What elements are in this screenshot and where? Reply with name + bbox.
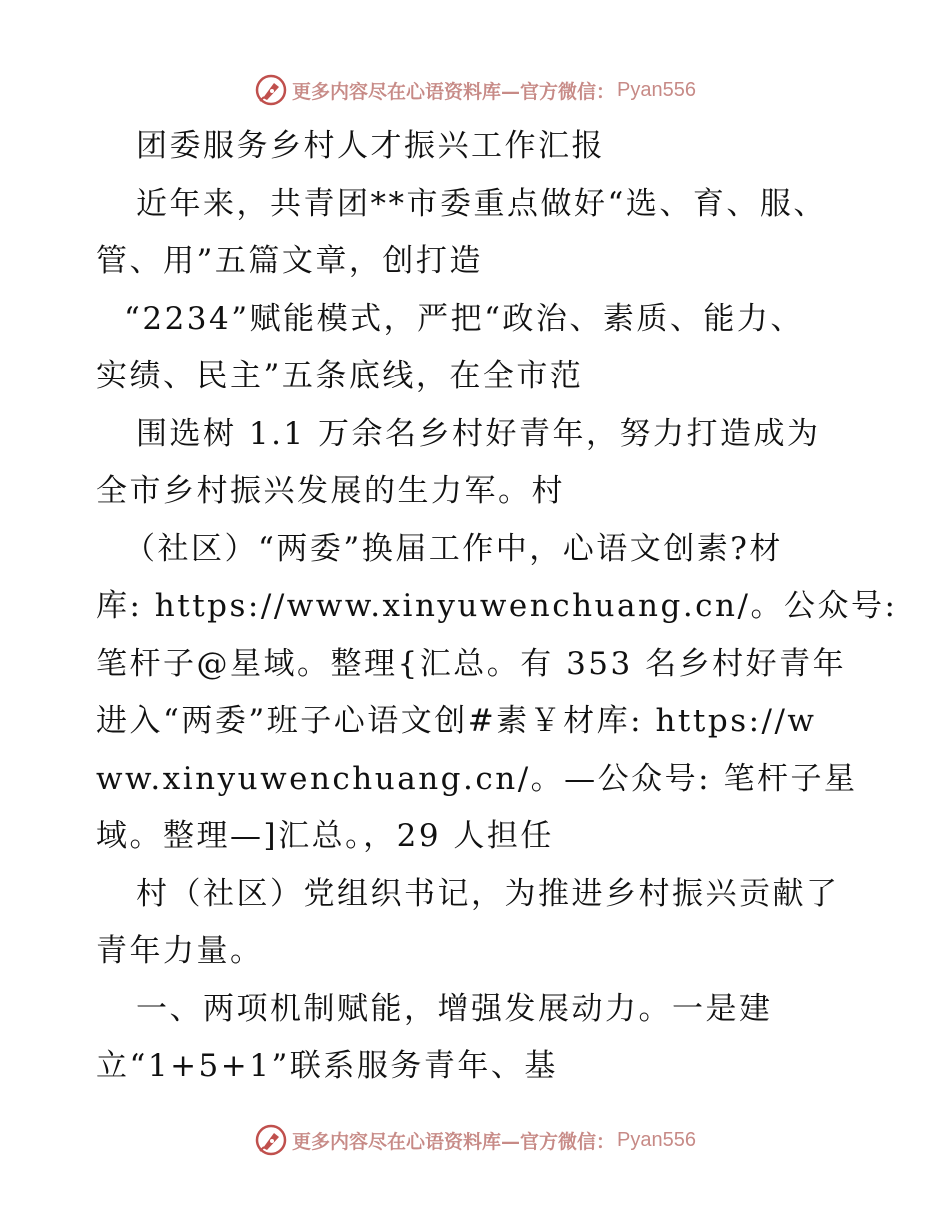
watermark-text: 更多内容尽在心语资料库—官方微信： <box>292 1130 616 1153</box>
paragraph-line: 立“1+5+1”联系服务青年、基 <box>96 1048 558 1084</box>
paragraph-line: 近年来，共青团**市委重点做好“选、育、服、 <box>136 185 827 222</box>
section-heading-line: 一、两项机制赋能，增强发展动力。一是建 <box>136 990 773 1027</box>
paragraph-line: 青年力量。 <box>96 933 264 969</box>
paragraph-line: 全市乡村振兴发展的生力军。村 <box>96 473 565 509</box>
header-watermark <box>254 73 696 107</box>
paragraph-line: “2234”赋能模式，严把“政治、素质、能力、 <box>124 300 804 337</box>
footer-watermark <box>254 1123 696 1157</box>
watermark-wechat-id: Pyan556 <box>617 1128 696 1151</box>
watermark-text: 更多内容尽在心语资料库—官方微信： <box>292 80 616 103</box>
paragraph-line: 围选树 1.1 万余名乡村好青年，努力打造成为 <box>136 415 821 452</box>
pen-nib-logo-icon <box>254 1123 288 1157</box>
paragraph-line: 笔杆子@星域。整理{汇总。有 353 名乡村好青年 <box>96 645 847 682</box>
document-title: 团委服务乡村人才振兴工作汇报 <box>136 128 605 164</box>
footer-watermark-banner <box>0 1120 950 1160</box>
document-body <box>96 118 898 1096</box>
paragraph-line: 村（社区）党组织书记，为推进乡村振兴贡献了 <box>136 875 840 912</box>
pen-nib-logo-icon <box>254 73 288 107</box>
watermark-wechat-id: Pyan556 <box>617 78 696 101</box>
paragraph-line: 管、用”五篇文章，创打造 <box>96 243 483 279</box>
paragraph-line: （社区）“两委”换届工作中，心语文创素?材 <box>124 530 783 567</box>
paragraph-line: 实绩、民主”五条底线，在全市范 <box>96 358 584 394</box>
paragraph-line: 域。整理—]汇总。，29 人担任 <box>96 818 554 854</box>
paragraph-line: 进入“两委”班子心语文创#素￥材库: https://w <box>96 703 817 739</box>
header-watermark-banner <box>0 70 950 110</box>
paragraph-line: 库: https://www.xinyuwenchuang.cn/。公众号: <box>96 588 898 624</box>
paragraph-line: ww.xinyuwenchuang.cn/。—公众号: 笔杆子星 <box>96 760 858 797</box>
